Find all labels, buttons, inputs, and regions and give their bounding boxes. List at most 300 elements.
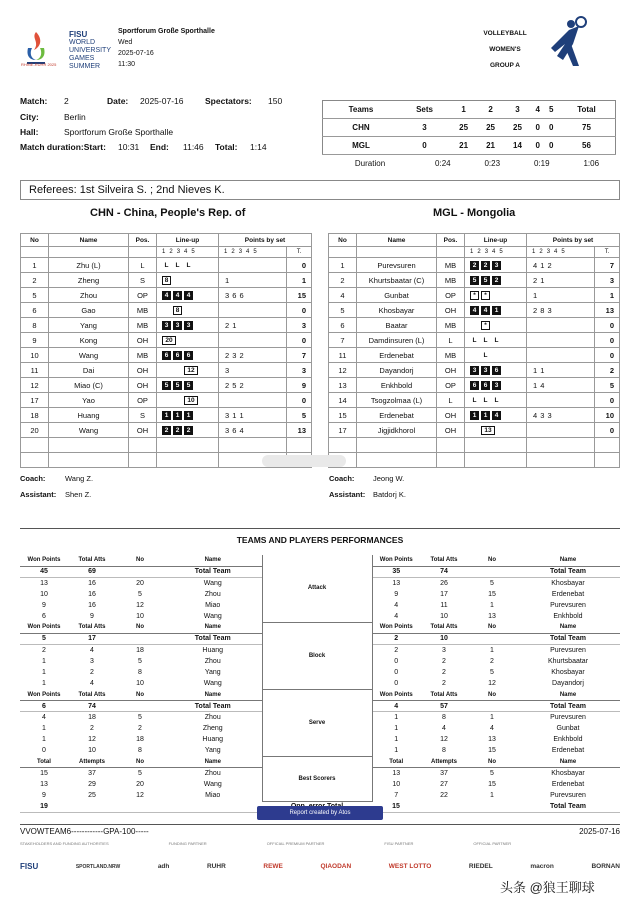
player-position: MB bbox=[129, 303, 157, 318]
player-name: Yang bbox=[49, 318, 129, 333]
lineup-box: 2 bbox=[162, 426, 171, 435]
lineup-box: * bbox=[481, 321, 490, 330]
player-number: 12 bbox=[329, 363, 357, 378]
player-lineup bbox=[157, 378, 219, 393]
start-value: 10:31 bbox=[118, 142, 140, 152]
lineup-box: 3 bbox=[470, 366, 479, 375]
player-number: 13 bbox=[329, 378, 357, 393]
player-lineup bbox=[465, 363, 527, 378]
sponsor-labels: STAKEHOLDERS AND FUNDING AUTHORITIES FUNDING PARTNER OFFICIAL PREMIUM PARTNER FISU PARTNER OFFICIAL PARTNER bbox=[20, 841, 512, 846]
points-by-set: 3 bbox=[219, 363, 287, 378]
set-number-row: 12345 12345 T. bbox=[21, 247, 312, 258]
lineup-box: L bbox=[483, 351, 488, 359]
player-name: Yao bbox=[49, 393, 129, 408]
points-by-set bbox=[527, 348, 595, 363]
player-name: Erdenebat bbox=[357, 348, 437, 363]
lineup-box: 2 bbox=[481, 261, 490, 270]
player-row bbox=[329, 258, 620, 273]
perf-header-row: Won Points Total Atts No Name Serve Won Points Total Atts No Name bbox=[20, 689, 620, 700]
perf-category: Block bbox=[262, 622, 372, 689]
player-number: 2 bbox=[329, 273, 357, 288]
player-row bbox=[329, 273, 620, 288]
player-lineup bbox=[465, 288, 527, 303]
lineup-box bbox=[162, 306, 171, 315]
lineup-box: 5 bbox=[184, 381, 193, 390]
player-position: OH bbox=[437, 408, 465, 423]
player-number: 6 bbox=[329, 318, 357, 333]
player-row bbox=[21, 348, 312, 363]
lineup-box: L bbox=[472, 396, 477, 404]
set-number-row: 12345 12345 T. bbox=[329, 247, 620, 258]
perf-row: 5 17 Total Team 2 10 Total Team bbox=[20, 633, 620, 644]
player-lineup bbox=[465, 378, 527, 393]
player-lineup bbox=[157, 258, 219, 273]
points-by-set: 1 1 bbox=[527, 363, 595, 378]
fisu-wordmark: FISU WORLD UNIVERSITY GAMES SUMMER bbox=[69, 30, 112, 70]
player-lineup bbox=[465, 348, 527, 363]
lineup-box: 2 bbox=[470, 261, 479, 270]
chn-assistant-name: Shen Z. bbox=[65, 490, 92, 499]
player-name: Dai bbox=[49, 363, 129, 378]
report-date: 2025-07-16 bbox=[579, 827, 620, 836]
team-title-chn: CHN - China, People's Rep. of bbox=[90, 207, 246, 219]
player-total: 0 bbox=[287, 393, 312, 408]
player-row bbox=[21, 318, 312, 333]
lineup-box bbox=[162, 396, 171, 405]
perf-category: Best Scorers bbox=[262, 756, 372, 801]
lineup-box: 1 bbox=[492, 306, 501, 315]
player-lineup bbox=[157, 288, 219, 303]
lineup-box: 1 bbox=[184, 411, 193, 420]
player-row bbox=[21, 423, 312, 438]
player-name: Huang bbox=[49, 408, 129, 423]
perf-row: 0 10 8 Yang 1 8 15 Erdenebat bbox=[42, 747, 585, 755]
perf-row: 6 9 10 Wang 4 10 13 Enkhbold bbox=[42, 613, 583, 621]
perf-row: 1 3 5 Zhou 0 2 2 Khurtsbaatar bbox=[42, 657, 589, 665]
player-position: MB bbox=[437, 273, 465, 288]
player-name: Gunbat bbox=[357, 288, 437, 303]
lineup-box: L bbox=[164, 261, 169, 269]
player-total: 3 bbox=[287, 318, 312, 333]
lineup-box: 3 bbox=[162, 321, 171, 330]
player-position: MB bbox=[129, 348, 157, 363]
player-row bbox=[329, 348, 620, 363]
fisu-sub: RHINE-RUHR 2025 bbox=[21, 62, 57, 67]
player-total: 3 bbox=[287, 363, 312, 378]
lineup-box: 2 bbox=[173, 426, 182, 435]
lineup-box: L bbox=[494, 336, 499, 344]
points-by-set bbox=[527, 318, 595, 333]
lineup-box: 4 bbox=[481, 306, 490, 315]
lineup-box: 10 bbox=[184, 396, 198, 405]
player-number: 18 bbox=[21, 408, 49, 423]
player-number: 11 bbox=[329, 348, 357, 363]
lineup-box bbox=[162, 366, 171, 375]
player-position: MB bbox=[437, 258, 465, 273]
player-name: Kong bbox=[49, 333, 129, 348]
player-row bbox=[329, 333, 620, 348]
player-total: 5 bbox=[287, 408, 312, 423]
lineup-box: 4 bbox=[184, 291, 193, 300]
points-by-set: 1 bbox=[527, 288, 595, 303]
perf-row: 9 16 12 Miao 4 11 1 Purevsuren bbox=[42, 601, 586, 609]
points-by-set bbox=[527, 423, 595, 438]
points-by-set bbox=[527, 333, 595, 348]
lineup-box: L bbox=[472, 336, 477, 344]
player-name: Erdenebat bbox=[357, 408, 437, 423]
lineup-box: 6 bbox=[162, 351, 171, 360]
sponsor-logo: FISU bbox=[20, 862, 39, 871]
player-name: Jigjidkhorol bbox=[357, 423, 437, 438]
perf-header-row: Total Attempts No Name Best Scorers Total Attempts No Name bbox=[20, 756, 620, 767]
player-position: OH bbox=[129, 378, 157, 393]
player-position: MB bbox=[129, 318, 157, 333]
date-label: Date: bbox=[107, 96, 129, 106]
player-number: 1 bbox=[329, 258, 357, 273]
player-total: 0 bbox=[287, 258, 312, 273]
duration-row: Duration 0:24 0:23 0:19 1:06 bbox=[354, 158, 600, 168]
points-by-set bbox=[219, 393, 287, 408]
player-number: 11 bbox=[21, 363, 49, 378]
hall-label: Hall: bbox=[20, 127, 39, 137]
points-by-set: 1 4 bbox=[527, 378, 595, 393]
player-lineup bbox=[465, 393, 527, 408]
date-value: 2025-07-16 bbox=[140, 96, 184, 106]
chn-player-table bbox=[20, 233, 312, 468]
player-total: 1 bbox=[287, 273, 312, 288]
perf-row: 2 4 18 Huang 2 3 1 Purevsuren bbox=[42, 646, 586, 654]
sponsor-logo: macron bbox=[530, 863, 554, 870]
player-number: 5 bbox=[21, 288, 49, 303]
player-lineup bbox=[157, 273, 219, 288]
player-lineup bbox=[157, 423, 219, 438]
score-header-row: Teams Sets 1 2 3 4 5 Total bbox=[323, 101, 616, 119]
lineup-box: 4 bbox=[492, 411, 501, 420]
player-total: 7 bbox=[287, 348, 312, 363]
player-lineup bbox=[465, 258, 527, 273]
lineup-box: 4 bbox=[470, 306, 479, 315]
lineup-box: 3 bbox=[481, 366, 490, 375]
team-title-mgl: MGL - Mongolia bbox=[433, 207, 516, 219]
lineup-box: 5 bbox=[162, 381, 171, 390]
lineup-box: 3 bbox=[173, 321, 182, 330]
player-row bbox=[329, 408, 620, 423]
lineup-box: 3 bbox=[492, 261, 501, 270]
player-total: 5 bbox=[595, 378, 620, 393]
hall-value: Sportforum Große Sporthalle bbox=[64, 127, 174, 137]
player-row bbox=[21, 303, 312, 318]
player-row bbox=[329, 378, 620, 393]
player-name: Wang bbox=[49, 423, 129, 438]
perf-row: 45 69 Total Team 35 74 Total Team bbox=[20, 566, 620, 577]
match-number: Match: bbox=[20, 96, 48, 106]
lineup-box: 3 bbox=[184, 321, 193, 330]
lineup-box: 1 bbox=[470, 411, 479, 420]
lineup-box bbox=[470, 321, 479, 330]
player-name: Dayandorj bbox=[357, 363, 437, 378]
lineup-box: L bbox=[175, 261, 180, 269]
player-total: 1 bbox=[595, 288, 620, 303]
points-by-set bbox=[527, 393, 595, 408]
lineup-box: 3 bbox=[492, 381, 501, 390]
perf-row: 10 16 5 Zhou 9 17 15 Erdenebat bbox=[40, 590, 585, 598]
sponsor-logo: adh bbox=[157, 863, 170, 870]
player-row bbox=[21, 378, 312, 393]
city-value: Berlin bbox=[64, 112, 86, 122]
player-number: 5 bbox=[329, 303, 357, 318]
lineup-box: 1 bbox=[173, 411, 182, 420]
player-lineup bbox=[465, 303, 527, 318]
perf-category: Serve bbox=[262, 689, 372, 756]
player-row bbox=[329, 363, 620, 378]
lineup-box bbox=[173, 366, 182, 375]
mgl-coach-name: Jeong W. bbox=[373, 474, 405, 483]
player-position: OP bbox=[437, 378, 465, 393]
lineup-box: 8 bbox=[173, 306, 182, 315]
points-by-set: 3 6 6 bbox=[219, 288, 287, 303]
player-number: 1 bbox=[21, 258, 49, 273]
perf-row: 1 4 10 Wang 0 2 12 Dayandorj bbox=[42, 680, 584, 688]
player-row bbox=[329, 288, 620, 303]
player-position: L bbox=[437, 393, 465, 408]
player-total: 2 bbox=[595, 363, 620, 378]
sponsor-logo: SPORTLAND.NRW bbox=[75, 863, 121, 870]
player-lineup bbox=[465, 333, 527, 348]
player-number: 4 bbox=[329, 288, 357, 303]
player-position: MB bbox=[437, 348, 465, 363]
player-lineup bbox=[157, 408, 219, 423]
lineup-box: 6 bbox=[492, 366, 501, 375]
spectators-label: Spectators: bbox=[205, 96, 252, 106]
player-number: 15 bbox=[329, 408, 357, 423]
player-total: 0 bbox=[595, 318, 620, 333]
player-name: Miao (C) bbox=[49, 378, 129, 393]
end-label: End: bbox=[150, 142, 169, 152]
player-row bbox=[21, 408, 312, 423]
redaction-blur bbox=[262, 455, 346, 467]
points-by-set: 2 3 2 bbox=[219, 348, 287, 363]
points-by-set: 2 8 3 bbox=[527, 303, 595, 318]
lineup-box: 6 bbox=[470, 381, 479, 390]
player-lineup bbox=[157, 348, 219, 363]
player-number: 10 bbox=[21, 348, 49, 363]
perf-row: 9 25 12 Miao 7 22 1 Purevsuren bbox=[42, 792, 586, 800]
lineup-box bbox=[173, 396, 182, 405]
player-total: 0 bbox=[287, 303, 312, 318]
player-lineup bbox=[465, 318, 527, 333]
player-row bbox=[21, 363, 312, 378]
player-row bbox=[21, 393, 312, 408]
mgl-player-table bbox=[328, 233, 620, 468]
player-total: 13 bbox=[287, 423, 312, 438]
lineup-box: * bbox=[481, 291, 490, 300]
player-total: 0 bbox=[595, 393, 620, 408]
total-value: 1:14 bbox=[250, 142, 267, 152]
perf-row: 1 2 2 Zheng 1 4 4 Gunbat bbox=[42, 724, 580, 732]
player-total: 0 bbox=[287, 333, 312, 348]
perf-header-row: Won Points Total Atts No Name Attack Won Points Total Atts No Name bbox=[20, 555, 620, 566]
player-position: S bbox=[129, 408, 157, 423]
player-total: 0 bbox=[595, 333, 620, 348]
player-lineup bbox=[465, 408, 527, 423]
player-header-row: No Name Pos. Line-up Points by set bbox=[21, 234, 312, 247]
lineup-box: L bbox=[494, 396, 499, 404]
lineup-box: 1 bbox=[162, 411, 171, 420]
player-lineup bbox=[465, 423, 527, 438]
player-number: 6 bbox=[21, 303, 49, 318]
player-lineup bbox=[157, 333, 219, 348]
lineup-box: * bbox=[470, 291, 479, 300]
score-row-chn: CHN 3 25 25 25 0 0 75 bbox=[323, 119, 616, 137]
city-label: City: bbox=[20, 112, 39, 122]
player-number: 9 bbox=[21, 333, 49, 348]
player-position: OH bbox=[437, 423, 465, 438]
player-name: Zheng bbox=[49, 273, 129, 288]
player-total: 0 bbox=[595, 348, 620, 363]
perf-row: 6 74 Total Team 4 57 Total Team bbox=[20, 700, 620, 711]
lineup-box: 4 bbox=[173, 291, 182, 300]
points-by-set bbox=[219, 258, 287, 273]
performances-table bbox=[20, 555, 620, 813]
player-position: OH bbox=[129, 333, 157, 348]
mgl-assistant-name: Batdorj K. bbox=[373, 490, 406, 499]
player-total: 13 bbox=[595, 303, 620, 318]
empty-row bbox=[329, 453, 620, 468]
player-position: OP bbox=[129, 393, 157, 408]
player-row bbox=[329, 423, 620, 438]
player-total: 15 bbox=[287, 288, 312, 303]
mgl-assistant-label: Assistant: bbox=[329, 490, 366, 499]
perf-row: 13 16 20 Wang 13 26 5 Khosbayar bbox=[40, 579, 585, 587]
spectators-value: 150 bbox=[268, 96, 283, 106]
player-lineup bbox=[157, 363, 219, 378]
player-number: 12 bbox=[21, 378, 49, 393]
lineup-box: 12 bbox=[184, 366, 198, 375]
player-header-row: No Name Pos. Line-up Points by set bbox=[329, 234, 620, 247]
player-name: Zhu (L) bbox=[49, 258, 129, 273]
sponsor-logo: QIAODAN bbox=[320, 863, 352, 870]
atos-report-banner: Report created by Atos bbox=[257, 806, 383, 820]
lineup-box: L bbox=[483, 396, 488, 404]
chn-assistant-label: Assistant: bbox=[20, 490, 57, 499]
lineup-box: 5 bbox=[481, 276, 490, 285]
player-row bbox=[21, 258, 312, 273]
lineup-box: 20 bbox=[162, 336, 176, 345]
player-lineup bbox=[465, 273, 527, 288]
lineup-box: L bbox=[483, 336, 488, 344]
points-by-set: 4 3 3 bbox=[527, 408, 595, 423]
player-position: L bbox=[129, 258, 157, 273]
lineup-box: 5 bbox=[173, 381, 182, 390]
player-name: Khurtsbaatar (C) bbox=[357, 273, 437, 288]
perf-row: 13 29 20 Wang 10 27 15 Erdenebat bbox=[40, 780, 585, 788]
lineup-box: 13 bbox=[481, 426, 495, 435]
score-row-mgl: MGL 0 21 21 14 0 0 56 bbox=[323, 137, 616, 155]
score-table bbox=[322, 100, 616, 155]
match-number-value: 2 bbox=[64, 96, 69, 106]
player-name: Damdinsuren (L) bbox=[357, 333, 437, 348]
player-lineup bbox=[157, 393, 219, 408]
points-by-set: 4 1 2 bbox=[527, 258, 595, 273]
player-row bbox=[329, 303, 620, 318]
player-position: S bbox=[129, 273, 157, 288]
points-by-set: 1 bbox=[219, 273, 287, 288]
lineup-box: 4 bbox=[162, 291, 171, 300]
player-total: 7 bbox=[595, 258, 620, 273]
player-position: OP bbox=[437, 288, 465, 303]
empty-row bbox=[329, 438, 620, 453]
total-label: Total: bbox=[215, 142, 238, 152]
player-name: Gao bbox=[49, 303, 129, 318]
footer bbox=[20, 824, 620, 836]
lineup-box: 6 bbox=[184, 351, 193, 360]
perf-category: Attack bbox=[262, 555, 372, 622]
player-position: L bbox=[437, 333, 465, 348]
player-total: 3 bbox=[595, 273, 620, 288]
lineup-box: 6 bbox=[481, 381, 490, 390]
report-code: VVOWTEAM6------------GPA-100----- bbox=[20, 827, 149, 836]
player-name: Wang bbox=[49, 348, 129, 363]
lineup-box: L bbox=[186, 261, 191, 269]
player-row bbox=[21, 333, 312, 348]
sponsor-logo: RIEDEL bbox=[468, 863, 493, 870]
perf-header-row: Won Points Total Atts No Name Block Won Points Total Atts No Name bbox=[20, 622, 620, 633]
points-by-set: 2 1 bbox=[219, 318, 287, 333]
chn-coach-name: Wang Z. bbox=[65, 474, 94, 483]
perf-row: 1 2 8 Yang 0 2 5 Khosbayar bbox=[42, 668, 585, 676]
points-by-set: 2 5 2 bbox=[219, 378, 287, 393]
lineup-box: 8 bbox=[162, 276, 171, 285]
end-value: 11:46 bbox=[183, 142, 204, 152]
chn-coach: Coach: bbox=[20, 474, 46, 483]
player-position: OH bbox=[437, 303, 465, 318]
lineup-box bbox=[470, 426, 479, 435]
player-number: 17 bbox=[21, 393, 49, 408]
player-name: Purevsuren bbox=[357, 258, 437, 273]
player-total: 0 bbox=[595, 423, 620, 438]
player-lineup bbox=[157, 303, 219, 318]
player-position: MB bbox=[437, 318, 465, 333]
player-number: 2 bbox=[21, 273, 49, 288]
player-name: Khosbayar bbox=[357, 303, 437, 318]
lineup-box bbox=[470, 351, 479, 360]
player-row bbox=[21, 288, 312, 303]
player-name: Baatar bbox=[357, 318, 437, 333]
performances-title: TEAMS AND PLAYERS PERFORMANCES bbox=[20, 528, 620, 545]
watermark: 头条 @狼王聊球 bbox=[500, 880, 595, 895]
points-by-set bbox=[219, 333, 287, 348]
perf-row: 1 12 18 Huang 1 12 13 Enkhbold bbox=[42, 736, 583, 744]
perf-row: 4 18 5 Zhou 1 8 1 Purevsuren bbox=[42, 713, 586, 721]
player-total: 9 bbox=[287, 378, 312, 393]
player-number: 20 bbox=[21, 423, 49, 438]
player-row bbox=[21, 273, 312, 288]
sponsor-logo: REWE bbox=[263, 863, 283, 870]
player-position: OH bbox=[129, 423, 157, 438]
points-by-set: 3 6 4 bbox=[219, 423, 287, 438]
mgl-coach-label: Coach: bbox=[329, 474, 355, 483]
lineup-box: 2 bbox=[184, 426, 193, 435]
player-number: 7 bbox=[329, 333, 357, 348]
player-number: 8 bbox=[21, 318, 49, 333]
opp-error-row: 19 15 Total Team bbox=[20, 801, 620, 812]
player-position: OH bbox=[437, 363, 465, 378]
volleyball-player-icon bbox=[545, 14, 590, 70]
player-name: Zhou bbox=[49, 288, 129, 303]
points-by-set: 2 1 bbox=[527, 273, 595, 288]
empty-row bbox=[21, 438, 312, 453]
points-by-set: 3 1 1 bbox=[219, 408, 287, 423]
